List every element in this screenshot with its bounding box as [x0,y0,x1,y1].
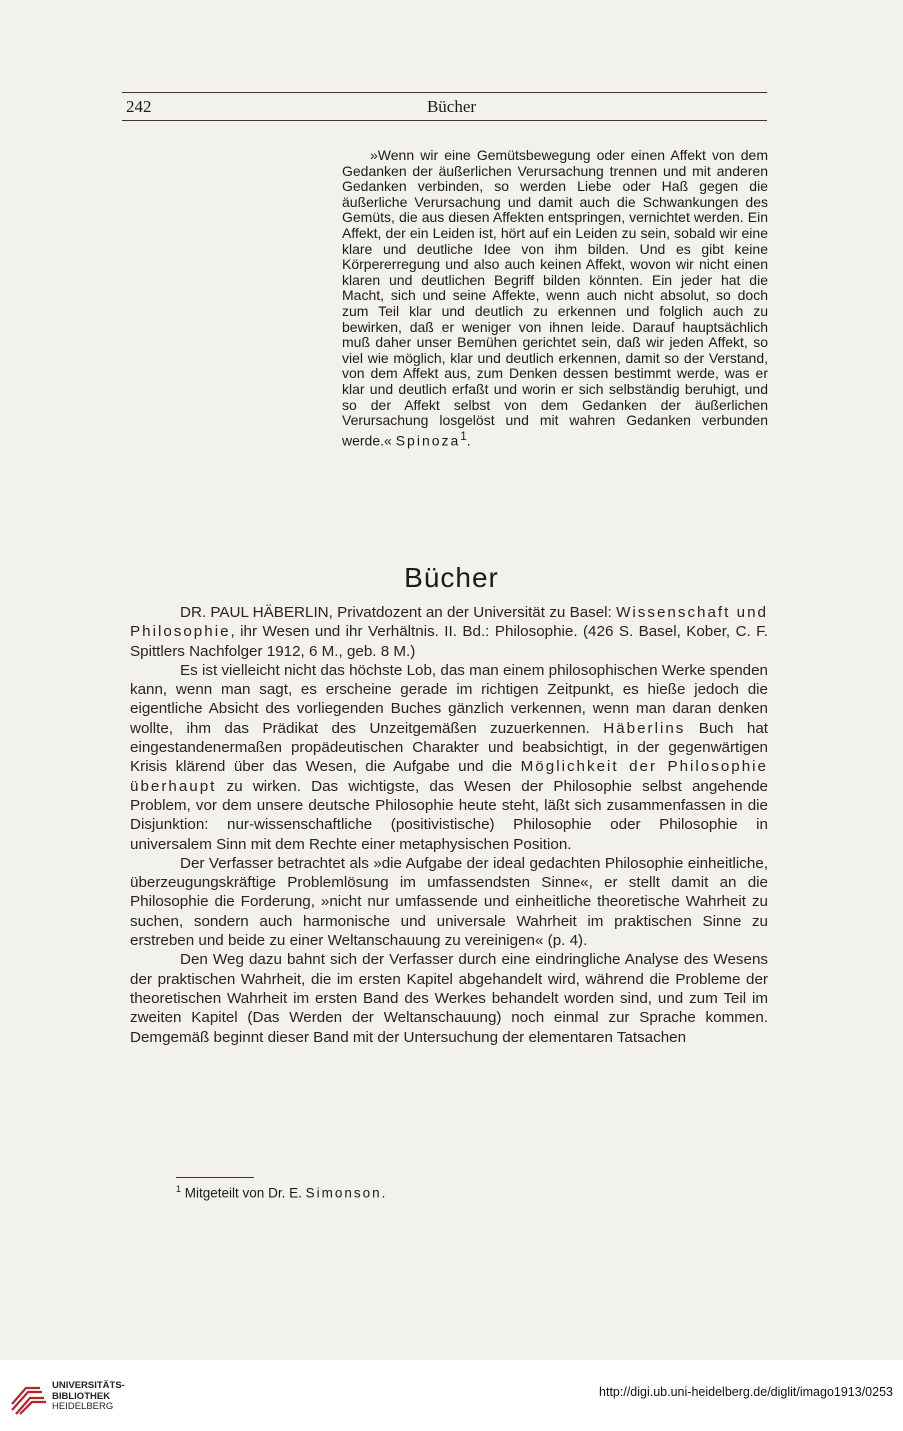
quote-author: Spinoza [395,432,461,449]
biblio-title: Wissenschaft und Philosophie [130,604,768,641]
university-library-logo-icon [8,1378,48,1416]
quote-text: »Wenn wir eine Gemütsbewegung oder einen Affekt von dem Gedanken der äußerlichen Verursachung trennen und mit anderen Gedanken verbinden, so werden Liebe oder Haß gegen die äußerliche Verursachung und damit auch die Schwankungen des Gemüts, die aus diesen Affekten entspringen, vernichtet werden. Ein Affekt, der ein Leiden ist, hört auf ein Leiden zu sein, sobald wir eine klare und deutliche Idee von ihm bilden. Und es gibt keine Körpererregung und also auch keinen Affekt, wovon wir nicht einen klaren und deutlichen Begriff bilden könnten. Ein jeder hat die Macht, sich und seine Affekte, wenn auch nicht absolut, so doch zum Teil klar und deutlich zu erkennen und folglich auch zu bewirken, daß er weniger von ihnen leide. Darauf hauptsächlich muß daher unser Bemühen gerichtet sein, daß wir jeden Affekt, so viel wie möglich, klar und deutlich erkennen, damit so der Verstand, von dem Affekt aus, zum Denken dessen bestimmt werde, was er klar und deutlich erfaßt und worin er sich selbständig beruhigt, und so der Affekt selbst von dem Gedanken der äußerlichen Verursachung losgelöst und mit wahren Gedanken verbunden werde.« [342,147,768,449]
bibliographic-entry [130,603,768,661]
library-footer [0,1360,903,1431]
review-paragraph-1 [130,661,768,854]
header-rule-bottom [122,120,767,121]
source-url-link[interactable]: http://digi.ub.uni-heidelberg.de/diglit/imago1913/0253 [599,1385,893,1399]
section-title: Bücher [404,562,499,593]
header-rule-top [122,92,767,93]
footnote [176,1184,387,1201]
footnote-name: Simonson. [305,1185,388,1201]
footnote-text: Mitgeteilt von Dr. E. [184,1185,306,1201]
running-head: Bücher [426,97,477,116]
page-number: 242 [126,97,152,116]
p1-emphasis: Möglichkeit der Philosophie überhaupt [130,758,768,795]
library-name-line-1: UNIVERSITÄTS- [52,1380,125,1391]
biblio-author: DR. PAUL HÄBERLIN [180,604,329,621]
footnote-rule [176,1177,254,1178]
p1-part-a: Es ist vielleicht nicht das höchste Lob, das man einem philosophischen Werke spenden kann, wenn man sagt, es erscheine gerade im richtigen Zeitpunkt, es hieße jedoch die eigentliche Absicht des vorliegenden Buches gänzlich verkennen, wenn man daran denken wollte, ihm das Prädikat des Unzeitgemäßen zuzuerkennen. [130,661,768,737]
biblio-rest: , ihr Wesen und ihr Verhältnis. II. Bd.: Philosophie. (426 S. Basel, Kober, C. F. Spittlers Nachfolger 1912, 6 M., geb. 8 M.) [130,623,768,660]
quote-footnote-marker: 1 [460,429,467,443]
library-name-line-3: HEIDELBERG [52,1401,114,1412]
p1-part-c: zu wirken. Das wichtigste, das Wesen der Philosophie selbst angehende Problem, vor dem unsere deutsche Philosophie heute steht, läßt sich zusammenfassen in die Disjunktion: nur-wissenschaftliche (positivistische) Philosophie oder Philosophie in universalem Sinn mit dem Rechte einer metaphysischen Position. [130,777,768,853]
biblio-affiliation: , Privatdozent an der Universität zu Basel: [328,604,612,621]
review-paragraph-2: Der Verfasser betrachtet als »die Aufgabe der ideal gedachten Philosophie einheitliche, überzeugungskräftige Problemlösung im umfassendsten Sinne«, er stellt damit an die Philosophie die Forderung, »nicht nur umfassende und einheitliche theoretische Wahrheit zu suchen, sondern auch harmonische und universale Wahrheit im praktischen Sinne zu erstreben und beide zu einer Weltanschauung zu vereinigen« (p. 4). [130,854,768,950]
review-paragraph-3: Den Weg dazu bahnt sich der Verfasser durch eine eindringliche Analyse des Wesens der praktischen Wahrheit, die im ersten Kapitel abgehandelt wird, während die Probleme der theoretischen Wahrheit im ersten Band des Werkes behandelt worden sind, und zum Teil im zweiten Kapitel (Das Werden der Weltanschauung) noch einmal zur Sprache kommen. Demgemäß beginnt dieser Band mit der Untersuchung der elementaren Tatsachen [130,951,768,1046]
spinoza-quote: »Wenn wir eine Gemütsbewegung oder einen Affekt von dem Gedanken der äußerlichen Verursachung trennen und mit anderen Gedanken verbinden, so werden Liebe oder Haß gegen die äußerliche Verursachung und damit auch die Schwankungen des Gemüts, die aus diesen Affekten entspringen, vernichtet werden. Ein Affekt, der ein Leiden ist, hört auf ein Leiden zu sein, sobald wir eine klare und deutliche Idee von ihm bilden. Und es gibt keine Körpererregung und also auch keinen Affekt, wovon wir nicht einen klaren und deutlichen Begriff bilden könnten. Ein jeder hat die Macht, sich und seine Affekte, wenn auch nicht absolut, so doch zum Teil klar und deutlich zu erkennen und folglich auch zu bewirken, daß er weniger von ihnen leide. Darauf hauptsächlich muß daher unser Bemühen gerichtet sein, daß wir jeden Affekt, so viel wie möglich, klar und deutlich erkennen, damit so der Verstand, von dem Affekt aus, zum Denken dessen bestimmt werde, was er klar und deutlich erfaßt und worin er sich selbständig beruhigt, und so der Affekt selbst von dem Gedanken der äußerlichen Verursachung losgelöst und mit wahren Gedanken verbunden werde.« Spinoza$^1$. [342,147,768,449]
p1-author-name: Häberlins [603,719,686,737]
library-name-line-2: BIBLIOTHEK [52,1390,111,1402]
library-name [52,1381,125,1413]
book-review [130,603,768,1047]
footnote-marker: 1 [176,1184,182,1194]
p1-part-b: Buch hat eingestandenermaßen propädeutischen Charakter und beabsichtigt, in der gegenwärtigen Krisis klärend über das Wesen, die Aufgabe und die [130,719,768,776]
